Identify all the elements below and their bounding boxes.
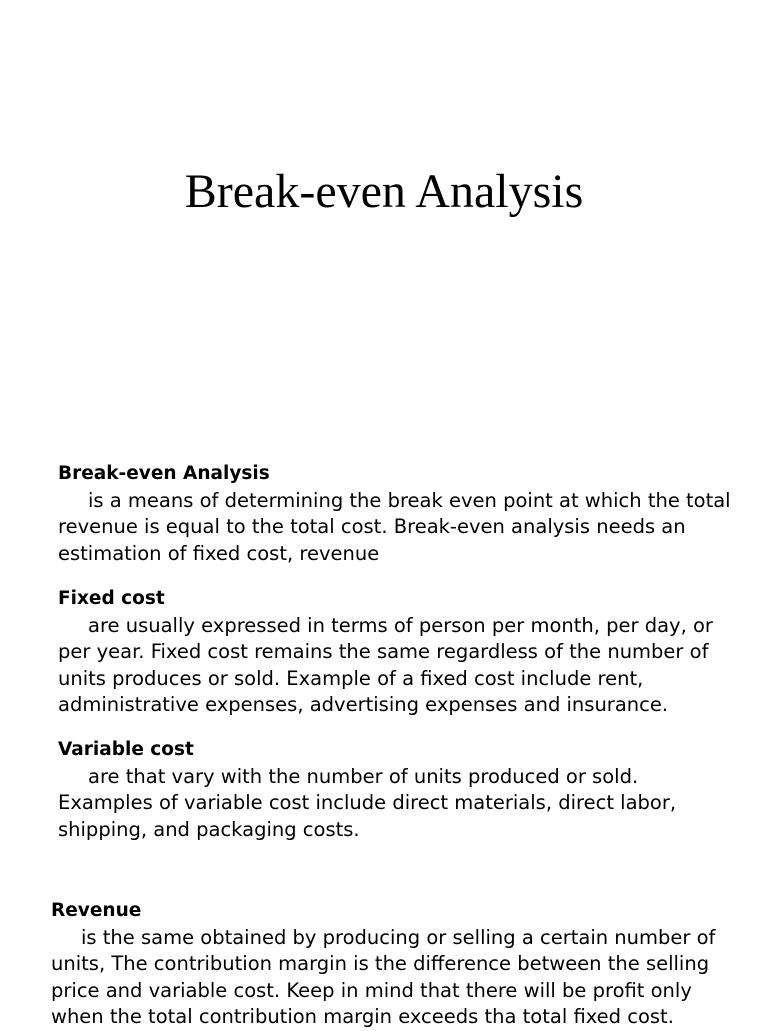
term-heading: Break-even Analysis xyxy=(58,463,270,484)
section-revenue xyxy=(51,898,731,1031)
section-break-even-analysis xyxy=(58,461,738,567)
term-definition: is a means of determining the break even point at which the total revenue is equal to the total cost. Break-even analysis needs an estimation of fixed cost, revenue xyxy=(58,488,731,565)
term-heading: Revenue xyxy=(51,900,142,921)
term-heading: Variable cost xyxy=(58,739,194,760)
term-definition: are that vary with the number of units produced or sold. Examples of variable cost include direct materials, direct labor, shipping, and packaging costs. xyxy=(58,764,677,841)
term-definition: is the same obtained by producing or selling a certain number of units, The contribution margin is the difference between the selling price and variable cost. Keep in mind that there will be profit only when the total contribution margin exceeds tha total fixed cost. xyxy=(51,925,716,1028)
section-fixed-cost xyxy=(58,586,738,719)
term-heading: Fixed cost xyxy=(58,588,165,609)
term-definition: are usually expressed in terms of person per month, per day, or per year. Fixed cost remains the same regardless of the number of units produces or sold. Example of a fixed cost include rent, administrative expenses, advertising expenses and insurance. xyxy=(58,613,713,716)
section-variable-cost xyxy=(58,737,738,843)
page-title: Break-even Analysis xyxy=(184,165,584,218)
